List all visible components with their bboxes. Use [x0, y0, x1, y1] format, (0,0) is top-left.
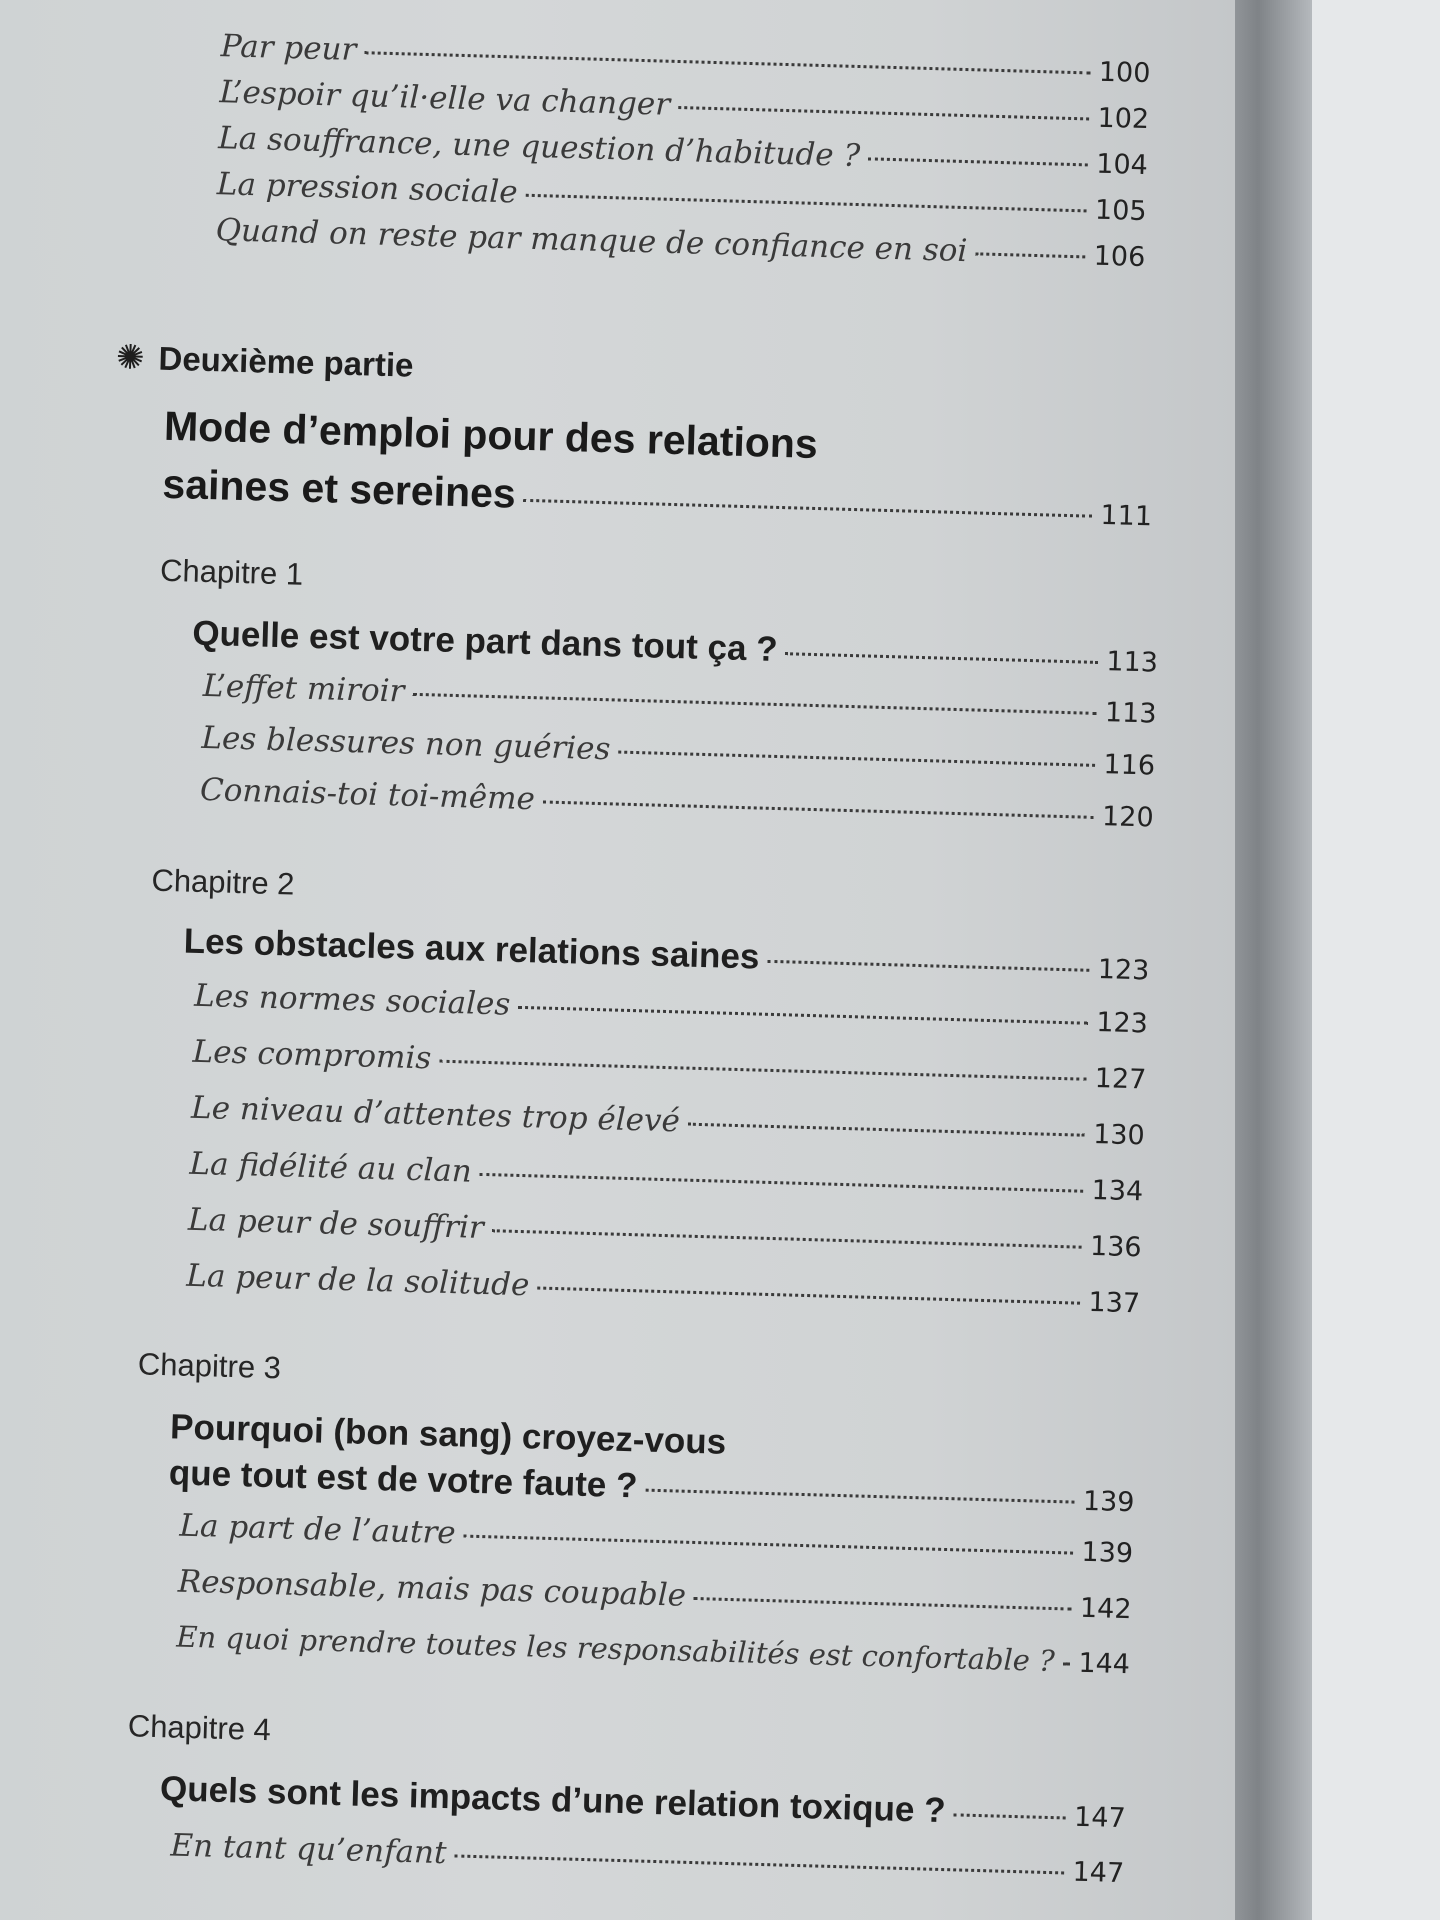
- chapter-title: Quels sont les impacts d’une relation toxique ?: [159, 1769, 947, 1831]
- dot-leader: [694, 1597, 1072, 1611]
- toc-entry: [191, 1090, 1146, 1153]
- toc-entry: [188, 1202, 1143, 1265]
- chapter-label: Chapitre 2: [150, 862, 295, 902]
- toc-entry-page: 142: [1079, 1592, 1132, 1626]
- page-edge-shadow: [1222, 0, 1312, 1920]
- chapter-title-row: [192, 614, 1159, 681]
- chapter-title-line1: [170, 1407, 727, 1463]
- toc-entry-title: Connais-toi toi-même: [199, 771, 536, 818]
- toc-entry: [179, 1508, 1134, 1571]
- toc-entry-title: La part de l’autre: [178, 1507, 457, 1552]
- toc-entry-title: Les blessures non guéries: [200, 719, 611, 768]
- toc-entry-page: 105: [1094, 194, 1147, 228]
- chapter-title-row: [160, 1769, 1127, 1836]
- part-label-text: Deuxième partie: [158, 339, 414, 384]
- toc-entry-page: 144: [1077, 1647, 1131, 1681]
- toc-entry-title: Les compromis: [192, 1033, 432, 1077]
- toc-entry-page: 137: [1088, 1286, 1141, 1320]
- toc-entry-title: Responsable, mais pas coupable: [177, 1563, 687, 1614]
- toc-entry-page: 116: [1103, 749, 1156, 782]
- chapter-label: Chapitre 1: [159, 552, 304, 592]
- toc-entry-page: 102: [1097, 102, 1150, 136]
- chapter-title: Quelle est votre part dans tout ça ?: [191, 613, 779, 669]
- dot-leader: [618, 751, 1095, 767]
- dot-leader: [678, 106, 1090, 120]
- toc-entry: [200, 772, 1155, 835]
- dot-leader: [868, 157, 1088, 166]
- dot-leader: [767, 960, 1090, 972]
- dot-leader: [543, 800, 1094, 818]
- dot-leader: [480, 1173, 1084, 1193]
- toc-entry-title: Le niveau d’attentes trop élevé: [190, 1089, 681, 1140]
- chapter-page: 147: [1073, 1801, 1127, 1835]
- toc-entry-title: Les normes sociales: [193, 977, 511, 1023]
- chapter-title: Les obstacles aux relations saines: [183, 921, 760, 977]
- dot-leader: [492, 1229, 1082, 1248]
- toc-entry-title: La pression sociale: [216, 166, 519, 211]
- dot-leader: [364, 51, 1091, 74]
- toc-entry: [170, 1827, 1125, 1890]
- dot-leader: [412, 693, 1097, 715]
- chapter-title-part: Pourquoi (bon sang) croyez-vous: [169, 1407, 727, 1462]
- toc-entry-title: L’espoir qu’il·elle va changer: [219, 74, 671, 123]
- toc-entry-title: La peur de souffrir: [187, 1201, 485, 1246]
- toc-entry-title: La souffrance, une question d’habitude ?: [217, 120, 861, 175]
- toc-entry-page: 130: [1092, 1118, 1146, 1152]
- chapter-title-row: [183, 922, 1150, 989]
- dot-leader: [439, 1060, 1087, 1081]
- chapter-label: Chapitre 3: [137, 1346, 282, 1386]
- toc-entry: [194, 978, 1149, 1041]
- toc-entry: [189, 1146, 1144, 1209]
- part-page: 111: [1100, 499, 1153, 533]
- toc-entry-page: 134: [1091, 1174, 1144, 1208]
- dot-leader: [464, 1535, 1074, 1555]
- toc-entry-title: Par peur: [220, 28, 357, 68]
- toc-entry: [186, 1258, 1141, 1321]
- dot-leader: [537, 1287, 1080, 1305]
- part-title-line1: Mode d’emploi pour des relations: [163, 402, 819, 467]
- dot-leader: [523, 499, 1092, 518]
- dot-leader: [785, 652, 1098, 664]
- chapter-title-row: [168, 1453, 1135, 1520]
- toc-entry-title: En tant qu’enfant: [170, 1827, 447, 1872]
- dot-leader: [645, 1489, 1075, 1504]
- toc-entry-page: 123: [1095, 1007, 1149, 1040]
- toc-entry-title: L’effet miroir: [202, 667, 405, 710]
- chapter-page: 123: [1097, 954, 1150, 987]
- toc-entry-page: 147: [1072, 1856, 1125, 1890]
- toc-entry: [176, 1620, 1131, 1681]
- toc-entry-page: 104: [1095, 148, 1149, 182]
- dot-leader: [953, 1813, 1066, 1819]
- chapter-label: Chapitre 4: [127, 1708, 272, 1748]
- toc-entry-page: 100: [1098, 56, 1151, 90]
- toc-entry: [201, 720, 1156, 783]
- toc-entry-title: La fidélité au clan: [189, 1145, 473, 1190]
- part-title-line2: saines et sereines: [161, 460, 517, 517]
- toc-entry: [177, 1564, 1132, 1627]
- toc-entry: [202, 668, 1157, 731]
- toc-entry-page: 136: [1089, 1230, 1143, 1264]
- toc-entry-page: 120: [1101, 801, 1155, 834]
- toc-entry-page: 127: [1094, 1062, 1147, 1096]
- toc-entry-page: 106: [1093, 240, 1146, 274]
- dot-leader: [975, 252, 1086, 258]
- dot-leader: [454, 1854, 1064, 1874]
- dot-leader: [518, 1006, 1088, 1025]
- dot-leader: [688, 1123, 1085, 1137]
- part-title-row: [162, 461, 1153, 536]
- chapter-page: 139: [1082, 1485, 1135, 1519]
- chapter-title: que tout est de votre faute ?: [168, 1453, 638, 1506]
- part-label: [116, 337, 414, 385]
- toc-entry-title: En quoi prendre toutes les responsabilités est confortable ?: [175, 1619, 1056, 1679]
- toc-entry-title: Quand on reste par manque de confiance en soi: [215, 212, 968, 270]
- background-surface: [1300, 0, 1440, 1920]
- dot-leader: [525, 194, 1087, 213]
- dot-leader: [1063, 1662, 1071, 1665]
- chapter-page: 113: [1105, 646, 1159, 679]
- asterisk-icon: ✺: [115, 337, 146, 379]
- toc-entry-page: 113: [1104, 697, 1157, 730]
- toc-entry-title: La peur de la solitude: [185, 1257, 530, 1304]
- toc-entry: [192, 1034, 1147, 1097]
- toc-entry-page: 139: [1081, 1536, 1134, 1570]
